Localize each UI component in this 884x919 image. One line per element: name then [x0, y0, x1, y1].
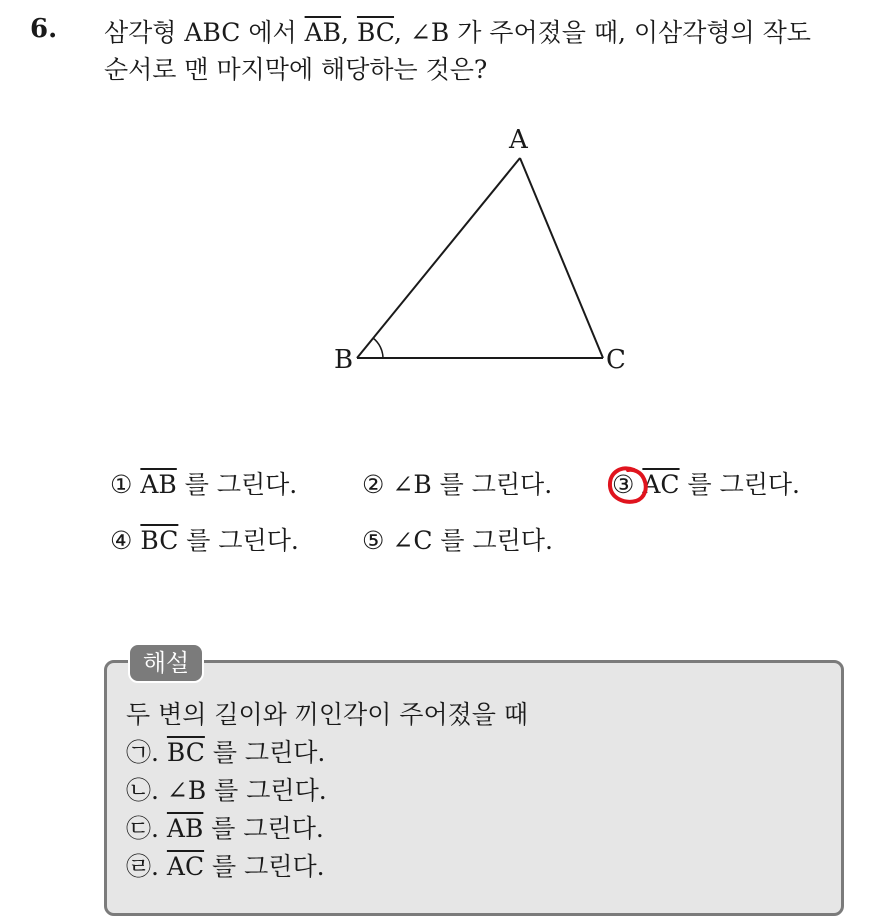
side-ab [357, 158, 520, 358]
choice-mark: ③ [612, 470, 635, 499]
step-text: 를 그린다. [206, 776, 327, 805]
choice-math: $\overline{BC}$ [140, 526, 179, 555]
step-math: $\overline{AC}$ [166, 852, 205, 881]
step-text: 를 그린다. [204, 738, 326, 767]
choice-mark: ② [362, 470, 385, 499]
angle-b: ∠B [409, 18, 450, 47]
explanation-intro: 두 변의 길이와 끼인각이 주어졌을 때 [126, 700, 528, 729]
step-text: 를 그린다. [203, 814, 324, 843]
choice-math: ∠B [392, 470, 432, 499]
triangle-svg [320, 118, 640, 380]
choice-math: $\overline{AB}$ [140, 470, 177, 499]
answer-circle-stroke [610, 468, 646, 501]
question-number: 6. [30, 14, 58, 44]
step-label: ㉡. [126, 776, 159, 805]
segment-ab: $\overline{AB}$ [304, 18, 342, 47]
triangle-figure [320, 118, 640, 380]
choice-4[interactable] [110, 526, 299, 556]
choice-mark: ① [110, 470, 133, 499]
question-suffix: 가 주어졌을 때, 이삼각형의 작도 [449, 18, 811, 47]
side-ac [520, 158, 603, 358]
choice-math: ∠C [392, 526, 433, 555]
choice-text: 를 그린다. [178, 526, 299, 555]
choice-1[interactable] [110, 470, 297, 500]
question-prefix: 삼각형 ABC 에서 [104, 18, 305, 47]
explanation-step-3 [126, 812, 324, 846]
question-line-1 [104, 14, 874, 51]
question-text [104, 14, 874, 88]
comma: , [341, 18, 357, 47]
choice-mark: ④ [110, 526, 133, 555]
step-label: ㉠. [126, 738, 159, 767]
segment-bc: $\overline{BC}$ [356, 18, 395, 47]
step-math: $\overline{AB}$ [166, 814, 204, 843]
choice-text: 를 그린다. [679, 470, 801, 499]
answer-circle-mark [604, 462, 652, 508]
step-text: 를 그린다. [204, 852, 325, 881]
choice-2[interactable] [362, 470, 552, 500]
choice-math: $\overline{AC}$ [642, 470, 680, 499]
answer-circle-svg [604, 462, 652, 508]
angle-b-arc [373, 338, 383, 358]
choice-mark: ⑤ [362, 526, 385, 555]
explanation-step-1 [126, 736, 325, 770]
question-line-2: 순서로 맨 마지막에 해당하는 것은? [104, 55, 488, 84]
step-math: ∠B [166, 776, 207, 805]
choice-text: 를 그린다. [432, 526, 553, 555]
step-math: $\overline{BC}$ [166, 738, 205, 767]
vertex-label-a: A [509, 125, 528, 155]
step-label: ㉣. [126, 852, 159, 881]
vertex-label-b: B [334, 345, 354, 375]
step-label: ㉢. [126, 814, 159, 843]
choice-5[interactable] [362, 526, 553, 556]
choice-text: 를 그린다. [431, 470, 553, 499]
vertex-label-c: C [606, 345, 626, 375]
explanation-tab: 해설 [128, 643, 204, 683]
comma: , [394, 18, 410, 47]
explanation-step-2 [126, 774, 327, 808]
choice-text: 를 그린다. [176, 470, 298, 499]
explanation-step-4 [126, 850, 325, 884]
